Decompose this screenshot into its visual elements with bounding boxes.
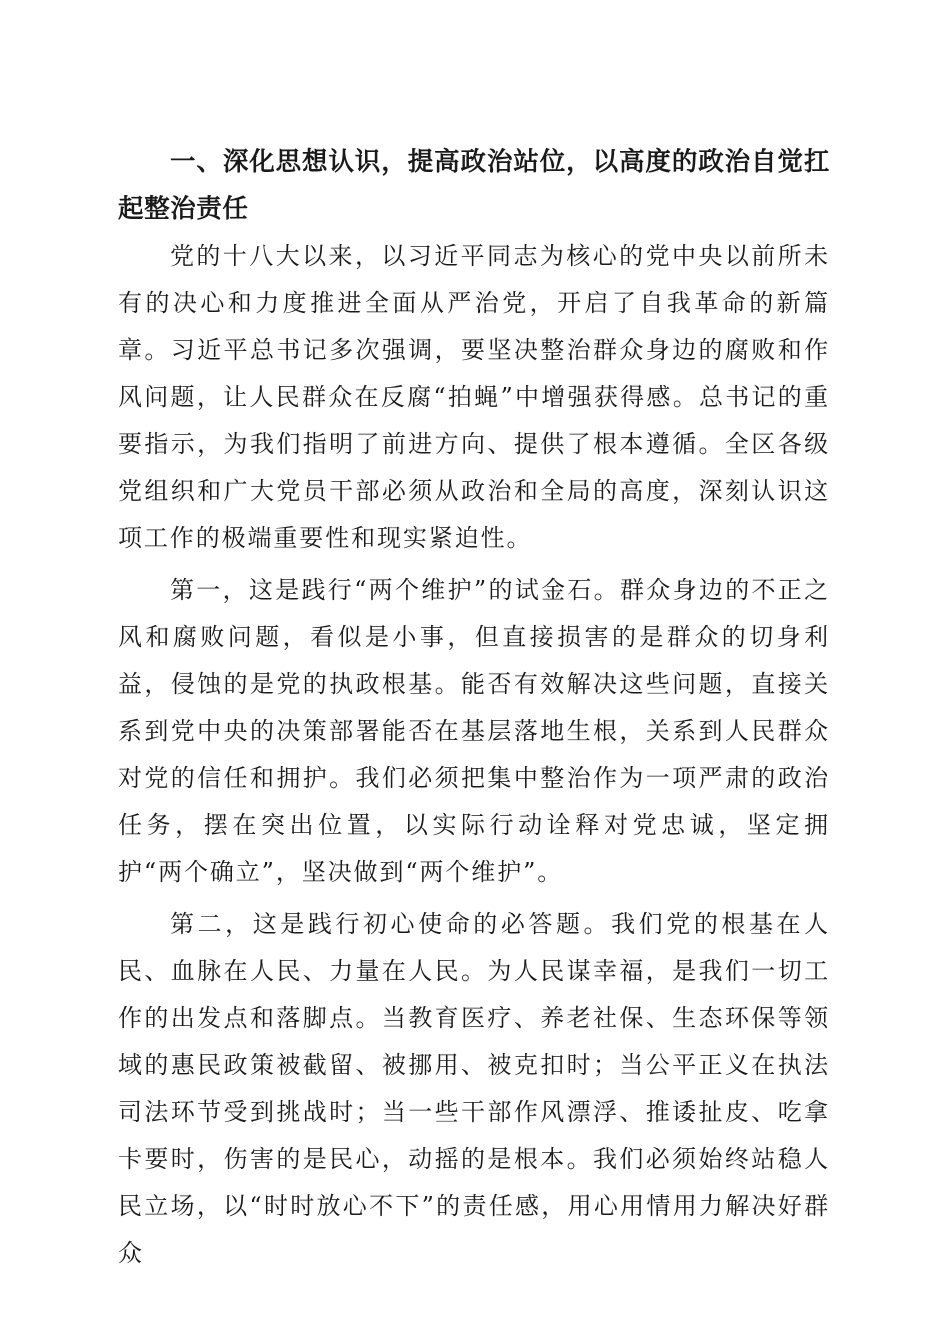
- paragraph-first-point-lead: 第一，这是践行“两个维护”的试金石。: [170, 576, 620, 604]
- paragraph-first-point: [118, 567, 830, 896]
- paragraph-second-point-text: 我们党的根基在人民、血脉在人民、力量在人民。为人民谋幸福，是我们一切工作的出发点和落脚点。当教育医疗、养老社保、生态环保等领域的惠民政策被截留、被挪用、被克扣时；当公平正义在执法司法环节受到挑战时；当一些干部作风漂浮、推诿扯皮、吃拿卡要时，伤害的是民心，动摇的是根本。我们必须始终站稳人民立场，以“时时放心不下”的责任感，用心用情用力解决好群众: [118, 910, 830, 1267]
- paragraph-intro-text: 党的十八大以来，以习近平同志为核心的党中央以前所未有的决心和力度推进全面从严治党，开启了自我革命的新篇章。习近平总书记多次强调，要坚决整治群众身边的腐败和作风问题，让人民群众在反腐“拍蝇”中增强获得感。总书记的重要指示，为我们指明了前进方向、提供了根本遵循。全区各级党组织和广大党员干部必须从政治和全局的高度，深刻认识这项工作的极端重要性和现实紧迫性。: [118, 242, 830, 552]
- paragraph-second-point-lead: 第二，这是践行初心使命的必答题。: [170, 910, 612, 938]
- document-body: [118, 139, 830, 1277]
- paragraph-intro: [118, 233, 830, 562]
- paragraph-second-point: [118, 901, 830, 1277]
- section-heading: 一、深化思想认识，提高政治站位，以高度的政治自觉扛起整治责任: [118, 147, 830, 224]
- paragraph-first-point-text: 群众身边的不正之风和腐败问题，看似是小事，但直接损害的是群众的切身利益，侵蚀的是党的执政根基。能否有效解决这些问题，直接关系到党中央的决策部署能否在基层落地生根，关系到人民群众对党的信任和拥护。我们必须把集中整治作为一项严肃的政治任务，摆在突出位置，以实际行动诠释对党忠诚，坚定拥护“两个确立”，坚决做到“两个维护”。: [118, 576, 830, 886]
